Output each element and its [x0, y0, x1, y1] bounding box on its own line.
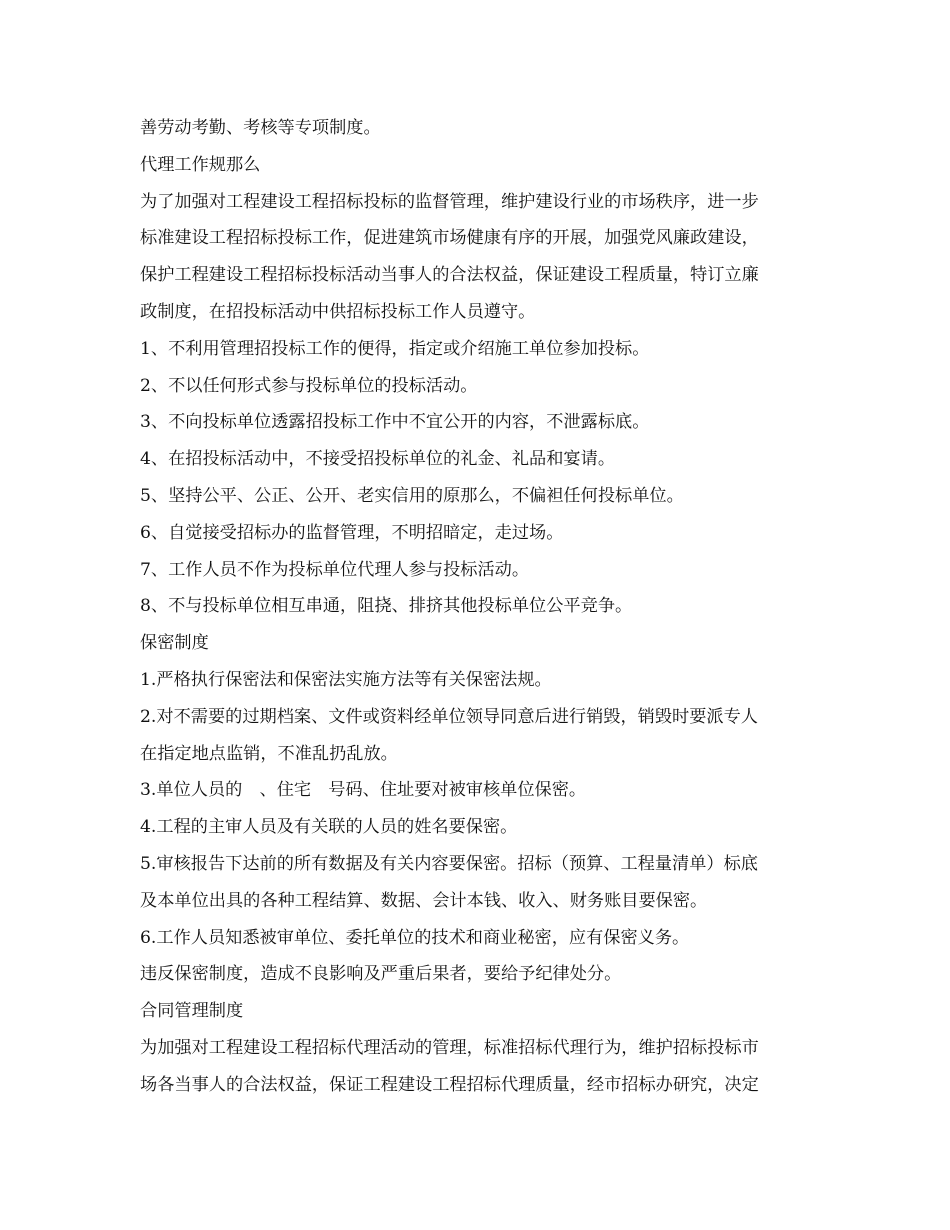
text-line: 标准建设工程招标投标工作，促进建筑市场健康有序的开展，加强党风廉政建设，: [140, 228, 759, 249]
text-line: 场各当事人的合法权益，保证工程建设工程招标代理质量，经市招标办研究，决定: [140, 1074, 759, 1095]
list-item: 3.单位人员的 、住宅 号码、住址要对被审核单位保密。: [140, 780, 587, 801]
section-heading: 保密制度: [140, 633, 209, 654]
list-item: 4.工程的主审人员及有关联的人员的姓名要保密。: [140, 817, 518, 838]
list-item: 5.审核报告下达前的所有数据及有关内容要保密。招标（预算、工程量清单）标底: [140, 853, 758, 874]
list-item: 1.严格执行保密法和保密法实施方法等有关保密法规。: [140, 669, 552, 690]
list-item: 5、坚持公平、公正、公开、老实信用的原那么，不偏袒任何投标单位。: [140, 485, 684, 506]
text-line: 在指定地点监销，不准乱扔乱放。: [140, 743, 398, 764]
text-line: 违反保密制度，造成不良影响及严重后果者，要给予纪律处分。: [140, 964, 622, 985]
text-line: 善劳动考勤、考核等专项制度。: [140, 118, 381, 138]
list-item: 1、不利用管理招投标工作的便得，指定或介绍施工单位参加投标。: [140, 338, 650, 359]
text-line: 保护工程建设工程招标投标活动当事人的合法权益，保证建设工程质量，特订立廉: [140, 265, 759, 286]
text-line: 及本单位出具的各种工程结算、数据、会计本钱、收入、财务账目要保密。: [140, 890, 708, 911]
section-heading: 合同管理制度: [140, 1001, 244, 1022]
list-item: 2.对不需要的过期档案、文件或资料经单位领导同意后进行销毁，销毁时要派专人: [140, 706, 758, 727]
text-line: 政制度，在招投标活动中供招标投标工作人员遵守。: [140, 301, 536, 322]
list-item: 7、工作人员不作为投标单位代理人参与投标活动。: [140, 559, 530, 580]
section-heading: 代理工作规那么: [140, 154, 261, 175]
list-item: 6.工作人员知悉被审单位、委托单位的技术和商业秘密，应有保密义务。: [140, 927, 690, 948]
text-line: 为加强对工程建设工程招标代理活动的管理，标准招标代理行为，维护招标投标市: [140, 1037, 759, 1058]
list-item: 3、不向投标单位透露招投标工作中不宜公开的内容，不泄露标底。: [140, 412, 650, 433]
document-page: [140, 110, 820, 1104]
list-item: 8、不与投标单位相互串通，阻挠、排挤其他投标单位公平竞争。: [140, 596, 633, 617]
list-item: 6、自觉接受招标办的监督管理，不明招暗定，走过场。: [140, 522, 564, 543]
list-item: 4、在招投标活动中，不接受招投标单位的礼金、礼品和宴请。: [140, 449, 616, 470]
text-line: 为了加强对工程建设工程招标投标的监督管理，维护建设行业的市场秩序，进一步: [140, 191, 759, 212]
list-item: 2、不以任何形式参与投标单位的投标活动。: [140, 375, 478, 396]
